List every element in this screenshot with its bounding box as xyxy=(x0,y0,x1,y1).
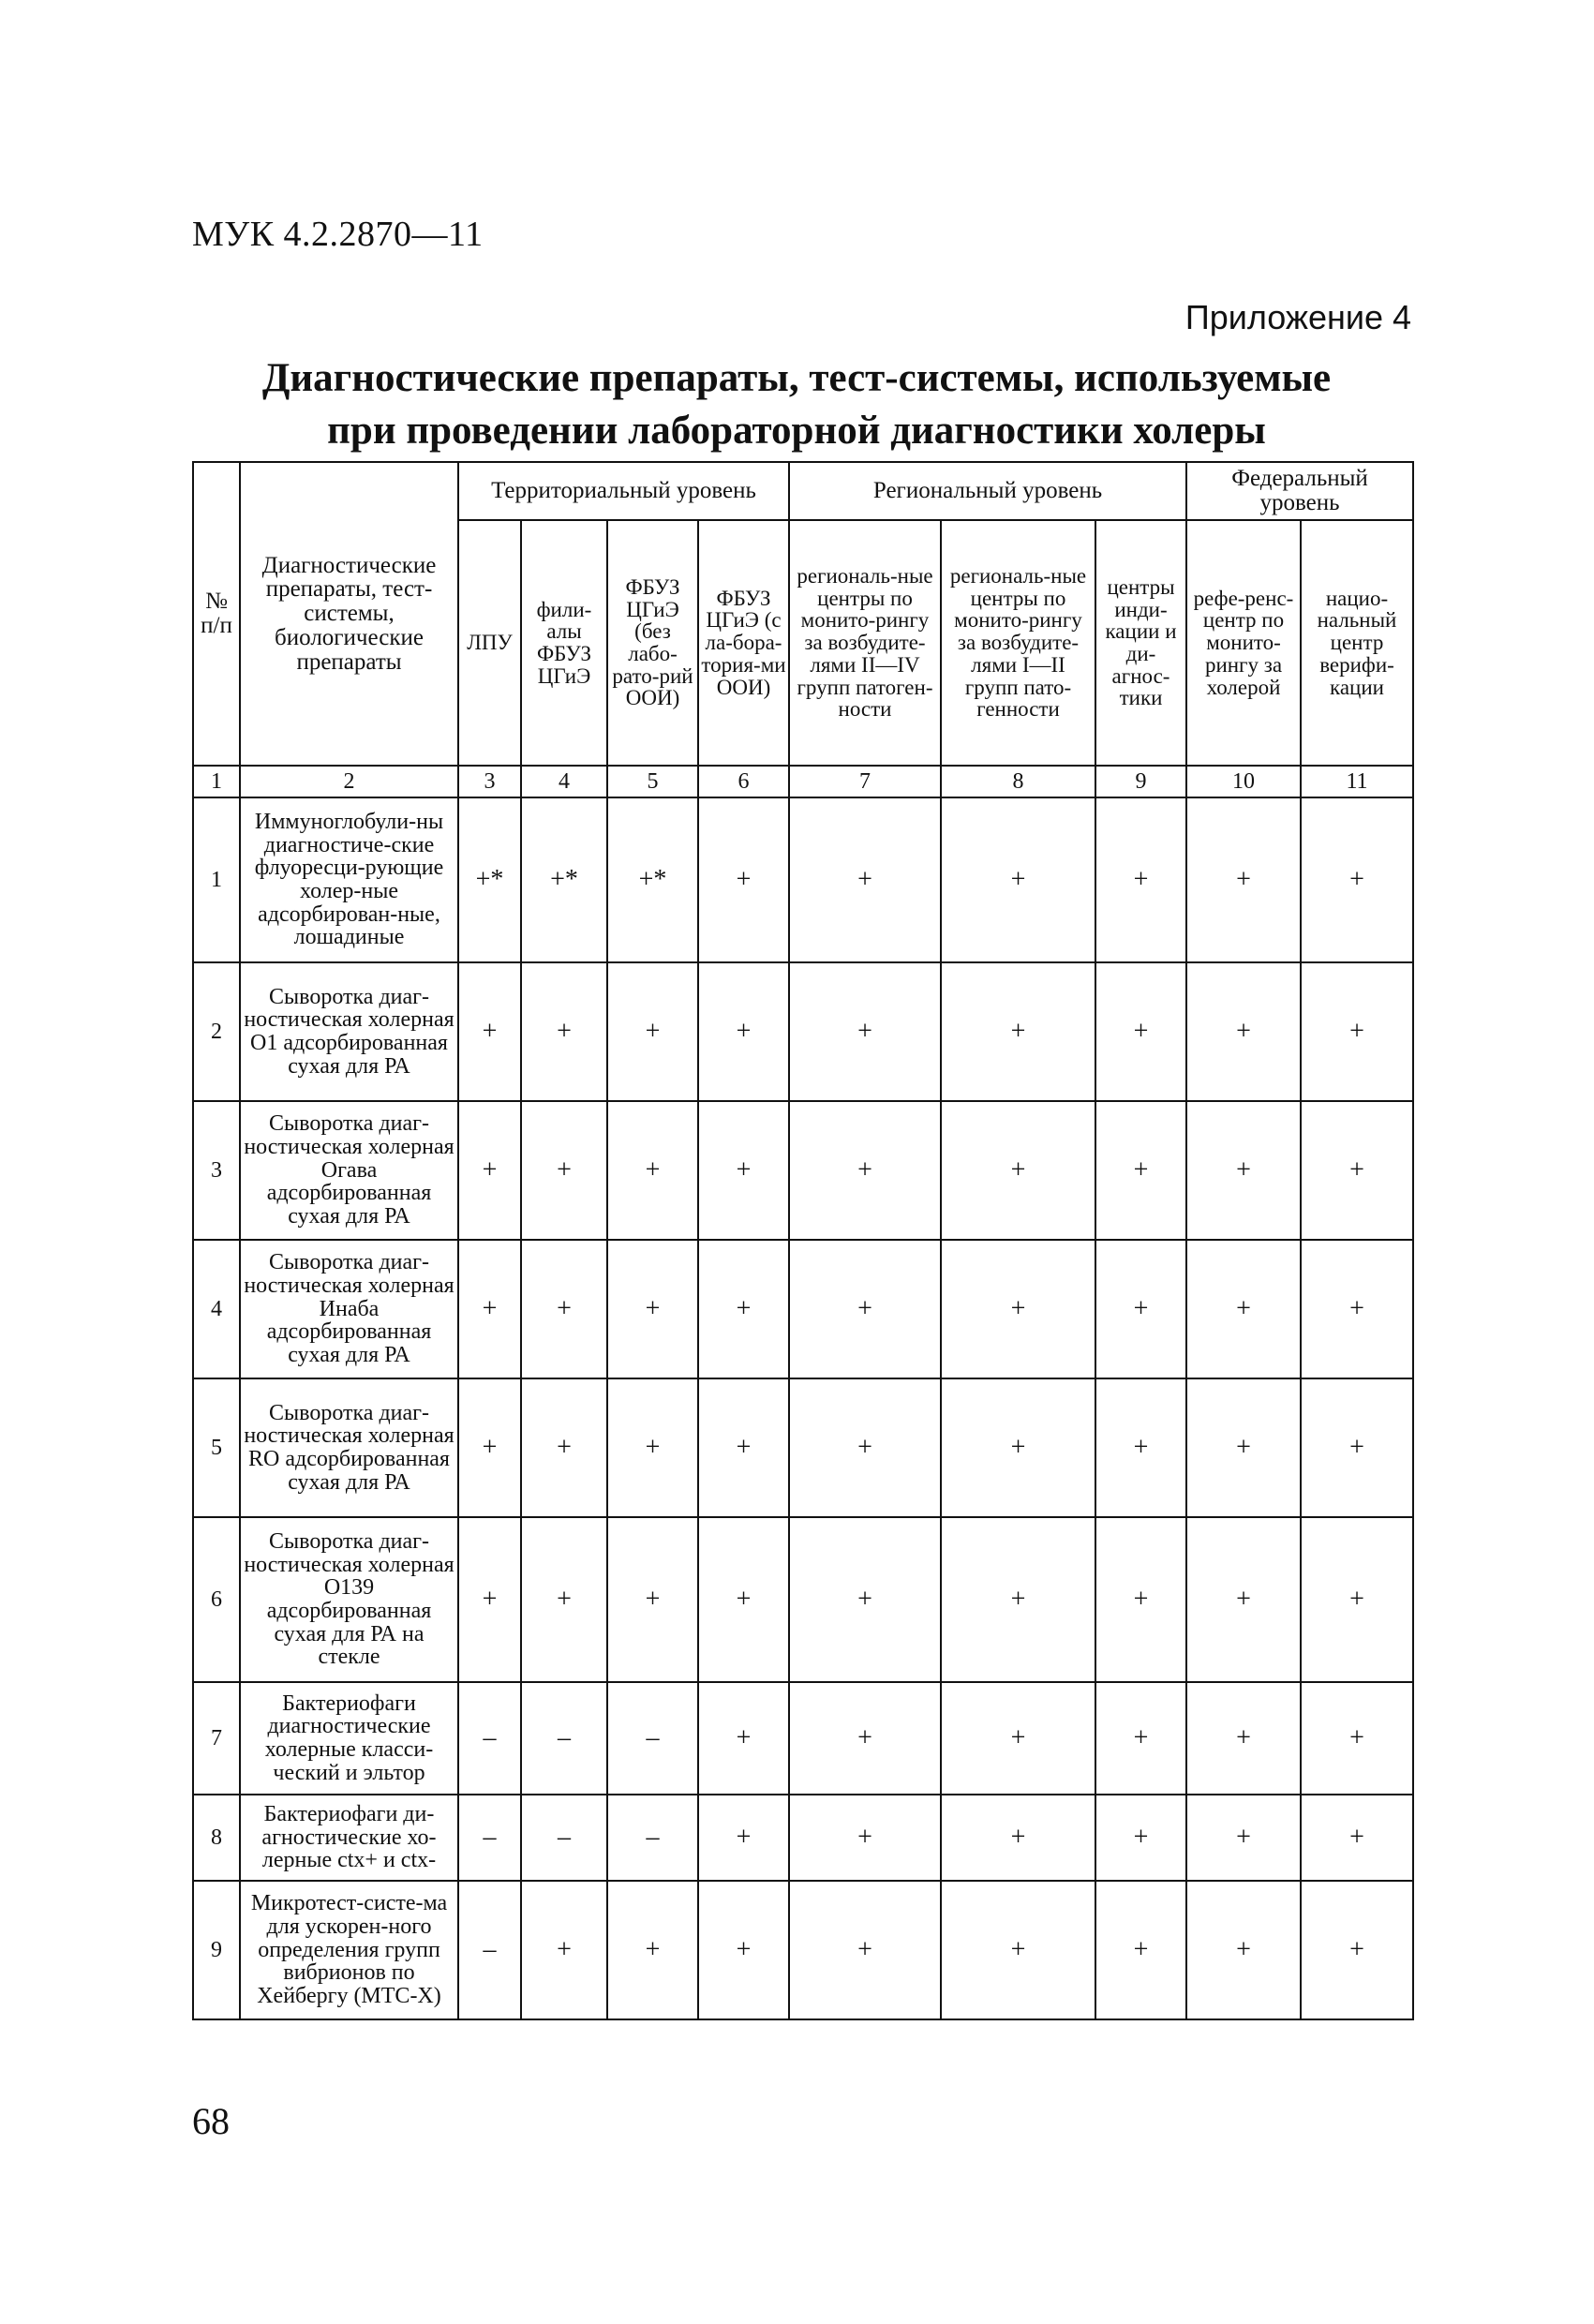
table-row xyxy=(193,962,1413,1101)
title-line-1: Диагностические препараты, тест-системы, используемые xyxy=(261,356,1332,400)
availability-mark: + xyxy=(1095,962,1186,1101)
preparation-name: Бактериофаги диагностические холерные класси-ческий и эльтор xyxy=(240,1682,458,1795)
availability-mark: + xyxy=(941,1240,1095,1378)
availability-mark: + xyxy=(521,1517,607,1682)
availability-mark: + xyxy=(698,1240,789,1378)
availability-mark: + xyxy=(521,1378,607,1517)
preparation-name: Иммуноглобули-ны диагностиче-ские флуоресци-рующие холер-ные адсорбирован-ные, лошадиные xyxy=(240,797,458,962)
row-number: 2 xyxy=(193,962,240,1101)
availability-mark: + xyxy=(1095,1682,1186,1795)
title-line-2: при проведении лабораторной диагностики холеры xyxy=(327,409,1266,453)
header-national-center: нацио-нальный центр верифи-кации xyxy=(1301,520,1413,766)
column-number: 11 xyxy=(1301,766,1413,797)
header-reference-center: рефе-ренс-центр по монито-рингу за холерой xyxy=(1186,520,1301,766)
column-number: 4 xyxy=(521,766,607,797)
column-number: 6 xyxy=(698,766,789,797)
availability-mark: + xyxy=(698,797,789,962)
availability-mark: + xyxy=(789,1682,941,1795)
availability-mark: + xyxy=(1095,1881,1186,2019)
availability-mark: + xyxy=(607,1517,698,1682)
table-row xyxy=(193,1682,1413,1795)
table-row xyxy=(193,1240,1413,1378)
availability-mark: + xyxy=(789,1378,941,1517)
availability-mark: + xyxy=(941,1881,1095,2019)
availability-mark: + xyxy=(1301,1101,1413,1240)
header-fbuz-branches: фили-алы ФБУЗ ЦГиЭ xyxy=(521,520,607,766)
availability-mark: + xyxy=(607,1101,698,1240)
availability-mark: + xyxy=(521,1240,607,1378)
availability-mark: + xyxy=(1301,962,1413,1101)
availability-mark: + xyxy=(698,1795,789,1881)
header-lpu: ЛПУ xyxy=(458,520,521,766)
header-territorial-level: Территориальный уровень xyxy=(458,462,789,520)
availability-mark: + xyxy=(458,1517,521,1682)
availability-mark: + xyxy=(1301,1517,1413,1682)
availability-mark: + xyxy=(1095,1240,1186,1378)
availability-mark: – xyxy=(458,1795,521,1881)
availability-mark: + xyxy=(521,1101,607,1240)
availability-mark: + xyxy=(1186,1881,1301,2019)
availability-mark: + xyxy=(1301,797,1413,962)
availability-mark: + xyxy=(789,1795,941,1881)
availability-mark: – xyxy=(607,1795,698,1881)
availability-mark: + xyxy=(607,1881,698,2019)
availability-mark: – xyxy=(521,1682,607,1795)
availability-mark: + xyxy=(1186,1795,1301,1881)
row-number: 1 xyxy=(193,797,240,962)
row-number: 8 xyxy=(193,1795,240,1881)
availability-mark: – xyxy=(458,1682,521,1795)
header-regional-centers-i-ii: региональ-ные центры по монито-рингу за возбудите-лями I—II групп пато-генности xyxy=(941,520,1095,766)
column-number: 5 xyxy=(607,766,698,797)
row-number: 9 xyxy=(193,1881,240,2019)
header-fbuz-with-labs: ФБУЗ ЦГиЭ (с ла-бора-тория-ми ООИ) xyxy=(698,520,789,766)
table-row xyxy=(193,1517,1413,1682)
availability-mark: + xyxy=(1095,797,1186,962)
availability-mark: + xyxy=(1186,1682,1301,1795)
availability-mark: + xyxy=(1095,1101,1186,1240)
availability-mark: + xyxy=(607,1240,698,1378)
availability-mark: + xyxy=(1095,1378,1186,1517)
availability-mark: + xyxy=(698,1101,789,1240)
availability-mark: + xyxy=(789,1240,941,1378)
availability-mark: + xyxy=(607,962,698,1101)
availability-mark: – xyxy=(607,1682,698,1795)
page-number: 68 xyxy=(192,2100,230,2142)
table-row xyxy=(193,797,1413,962)
availability-mark: + xyxy=(458,962,521,1101)
availability-mark: + xyxy=(1301,1240,1413,1378)
preparation-name: Сыворотка диаг-ностическая холерная Инаба адсорбированная сухая для РА xyxy=(240,1240,458,1378)
column-number: 2 xyxy=(240,766,458,797)
availability-mark: + xyxy=(698,1378,789,1517)
availability-mark: + xyxy=(1301,1378,1413,1517)
column-number: 1 xyxy=(193,766,240,797)
availability-mark: – xyxy=(521,1795,607,1881)
availability-mark: + xyxy=(941,1378,1095,1517)
table-row xyxy=(193,1101,1413,1240)
availability-mark: + xyxy=(941,1517,1095,1682)
preparation-name: Микротест-систе-ма для ускорен-ного определения групп вибрионов по Хейбергу (МТС-Х) xyxy=(240,1881,458,2019)
availability-mark: + xyxy=(698,962,789,1101)
availability-mark: + xyxy=(789,1101,941,1240)
availability-mark: + xyxy=(941,962,1095,1101)
appendix-label: Приложение 4 xyxy=(1184,298,1411,336)
availability-mark: + xyxy=(698,1517,789,1682)
preparation-name: Сыворотка диаг-ностическая холерная Огава адсорбированная сухая для РА xyxy=(240,1101,458,1240)
row-number: 3 xyxy=(193,1101,240,1240)
column-number: 10 xyxy=(1186,766,1301,797)
availability-mark: + xyxy=(789,962,941,1101)
availability-mark: + xyxy=(1301,1881,1413,2019)
availability-mark: + xyxy=(941,1795,1095,1881)
availability-mark: + xyxy=(1186,1378,1301,1517)
availability-mark: + xyxy=(1301,1795,1413,1881)
availability-mark: + xyxy=(458,1101,521,1240)
availability-mark: + xyxy=(458,1240,521,1378)
availability-mark: + xyxy=(1186,797,1301,962)
header-indication-centers: центры инди-кации и ди-агнос-тики xyxy=(1095,520,1186,766)
header-row-number: № п/п xyxy=(193,462,240,766)
preparation-name: Сыворотка диаг-ностическая холерная RO адсорбированная сухая для РА xyxy=(240,1378,458,1517)
availability-mark: + xyxy=(941,1101,1095,1240)
column-number: 9 xyxy=(1095,766,1186,797)
row-number: 4 xyxy=(193,1240,240,1378)
availability-mark: + xyxy=(789,1881,941,2019)
availability-mark: + xyxy=(1095,1517,1186,1682)
document-title xyxy=(187,352,1406,457)
availability-mark: – xyxy=(458,1881,521,2019)
column-number: 8 xyxy=(941,766,1095,797)
availability-mark: + xyxy=(789,797,941,962)
table-row xyxy=(193,1795,1413,1881)
availability-mark: + xyxy=(521,962,607,1101)
header-preparations: Диагностические препараты, тест-системы, биологические препараты xyxy=(240,462,458,766)
availability-mark: + xyxy=(789,1517,941,1682)
availability-mark: +* xyxy=(607,797,698,962)
row-number: 5 xyxy=(193,1378,240,1517)
availability-mark: + xyxy=(1095,1795,1186,1881)
availability-mark: + xyxy=(1186,1240,1301,1378)
table-row xyxy=(193,1881,1413,2019)
row-number: 7 xyxy=(193,1682,240,1795)
availability-mark: + xyxy=(941,1682,1095,1795)
availability-mark: + xyxy=(458,1378,521,1517)
document-code: МУК 4.2.2870—11 xyxy=(192,215,484,254)
availability-mark: + xyxy=(1186,1101,1301,1240)
availability-mark: + xyxy=(1301,1682,1413,1795)
availability-mark: + xyxy=(698,1682,789,1795)
availability-mark: + xyxy=(698,1881,789,2019)
availability-mark: + xyxy=(607,1378,698,1517)
row-number: 6 xyxy=(193,1517,240,1682)
availability-mark: + xyxy=(1186,1517,1301,1682)
availability-mark: + xyxy=(1186,962,1301,1101)
table-row xyxy=(193,1378,1413,1517)
header-fbuz-without-labs: ФБУЗ ЦГиЭ (без лабо-рато-рий ООИ) xyxy=(607,520,698,766)
preparation-name: Сыворотка диаг-ностическая холерная O139 адсорбированная сухая для РА на стекле xyxy=(240,1517,458,1682)
availability-mark: +* xyxy=(458,797,521,962)
availability-mark: +* xyxy=(521,797,607,962)
reagents-table xyxy=(192,461,1414,2020)
availability-mark: + xyxy=(521,1881,607,2019)
header-federal-level: Федеральный уровень xyxy=(1186,462,1413,520)
preparation-name: Сыворотка диаг-ностическая холерная O1 адсорбированная сухая для РА xyxy=(240,962,458,1101)
column-number: 7 xyxy=(789,766,941,797)
availability-mark: + xyxy=(941,797,1095,962)
header-regional-level: Региональный уровень xyxy=(789,462,1186,520)
column-number: 3 xyxy=(458,766,521,797)
preparation-name: Бактериофаги ди-агностические хо-лерные ctx+ и ctx- xyxy=(240,1795,458,1881)
header-regional-centers-ii-iv: региональ-ные центры по монито-рингу за возбудите-лями II—IV групп патоген-ности xyxy=(789,520,941,766)
